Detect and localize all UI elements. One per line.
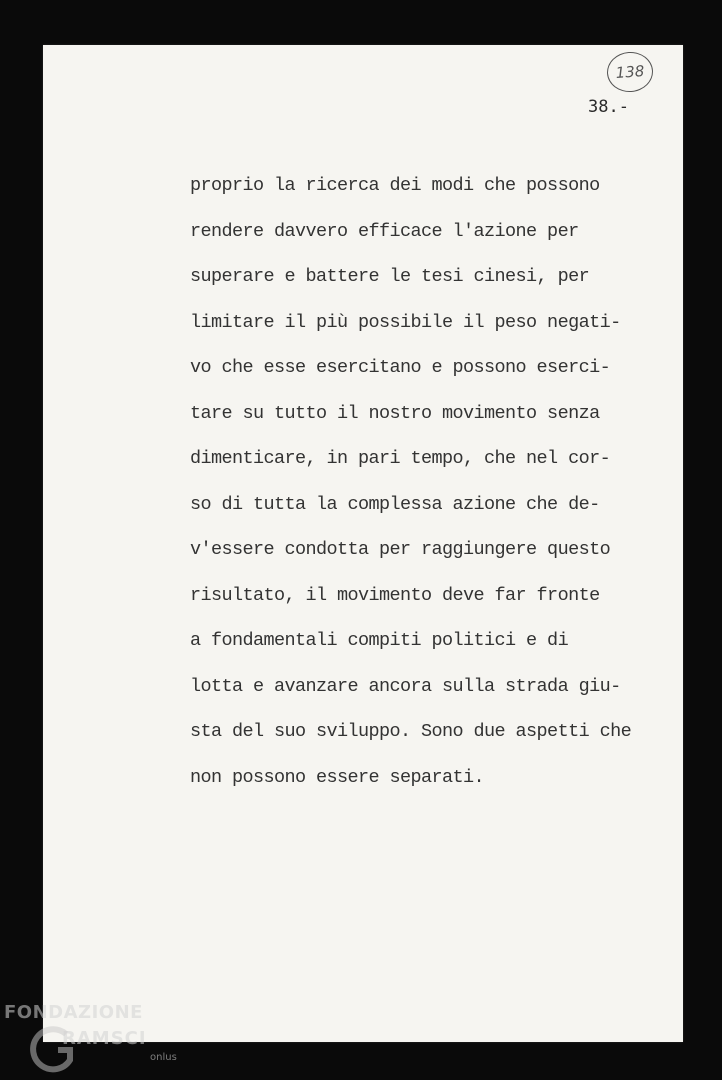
watermark-line-2: RAMSCI bbox=[62, 1028, 147, 1049]
text-line: lotta e avanzare ancora sulla strada giu- bbox=[190, 675, 621, 697]
text-line: sta del suo sviluppo. Sono due aspetti che bbox=[190, 721, 632, 742]
text-line: non possono essere separati. bbox=[190, 766, 485, 788]
fondazione-gramsci-watermark bbox=[4, 1000, 204, 1080]
text-line: a fondamentali compiti politici e di bbox=[190, 630, 569, 651]
typewritten-text bbox=[190, 163, 710, 800]
page-number: 38.- bbox=[588, 97, 629, 117]
text-line: so di tutta la complessa azione che de- bbox=[190, 493, 600, 515]
watermark-line-1: FONDAZIONE bbox=[4, 1002, 143, 1023]
text-line: risultato, il movimento deve far fronte bbox=[190, 584, 600, 606]
text-line: dimenticare, in pari tempo, che nel cor- bbox=[190, 448, 611, 469]
stamp-number: 138 bbox=[615, 62, 645, 82]
watermark-sub: onlus bbox=[150, 1052, 177, 1063]
text-line: superare e battere le tesi cinesi, per bbox=[190, 266, 590, 287]
text-line: v'essere condotta per raggiungere questo bbox=[190, 539, 611, 560]
text-line: tare su tutto il nostro movimento senza bbox=[190, 402, 600, 424]
text-line: rendere davvero efficace l'azione per bbox=[190, 220, 579, 242]
text-line: proprio la ricerca dei modi che possono bbox=[190, 175, 600, 196]
text-line: vo che esse esercitano e possono eserci- bbox=[190, 357, 611, 378]
text-line: limitare il più possibile il peso negati- bbox=[190, 311, 621, 333]
